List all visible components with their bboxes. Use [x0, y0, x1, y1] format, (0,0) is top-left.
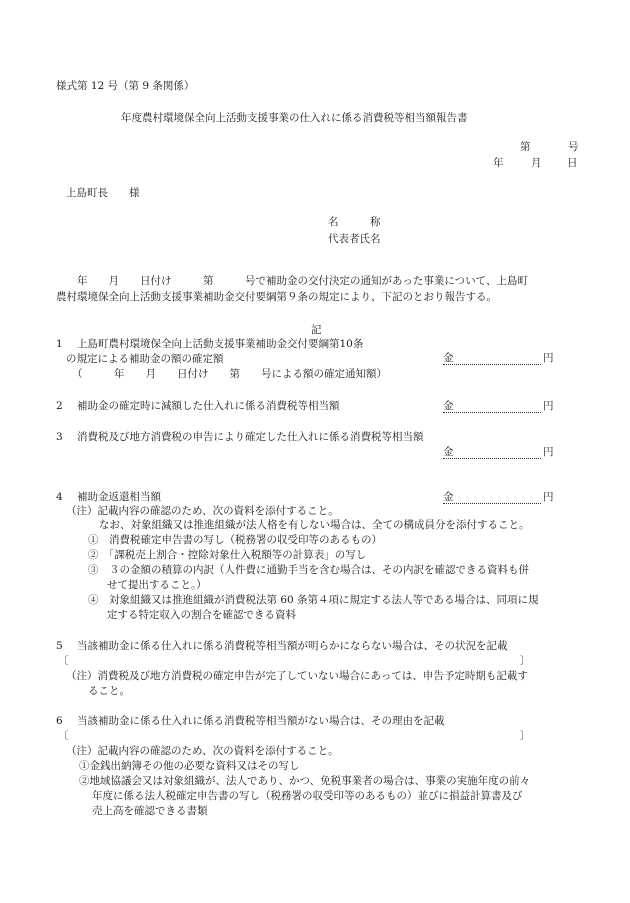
- intro-line-1: 年 月 日付け 第 号で補助金の交付決定の通知があった事業について、上島町: [77, 275, 528, 287]
- date-month: 月: [531, 157, 542, 169]
- item-5-text: 当該補助金に係る仕入れに係る消費税等相当額が明らかにならない場合は、その状況を記載: [77, 640, 508, 652]
- item-4-doc-4: ④ 対象組織又は推進組織が消費税法第 60 条第４項に規定する法人等である場合は、同項に規: [88, 594, 539, 606]
- item-1-yen: 円: [543, 352, 554, 364]
- item-6-text: 当該補助金に係る仕入れに係る消費税等相当額がない場合は、その理由を記載: [77, 715, 445, 727]
- item-4-note-head: （注）記載内容の確認のため、次の資料を添付すること。: [66, 505, 339, 517]
- form-number: 様式第 12 号（第 9 条関係）: [56, 80, 195, 92]
- item-4-text: 補助金返還相当額: [77, 491, 161, 503]
- item-2-yen: 円: [543, 400, 554, 412]
- item-3-text: 消費税及び地方消費税の申告により確定した仕入れに係る消費税等相当額: [77, 431, 424, 443]
- applicant-rep-label: 代表者氏名: [328, 233, 381, 245]
- date-day: 日: [567, 157, 578, 169]
- item-5-note-1: （注）消費税及び地方消費税の確定申告が完了していない場合にあっては、申告予定時期も記載す: [66, 670, 528, 682]
- item-2-number: 2: [56, 400, 63, 412]
- item-4-amount: [443, 492, 554, 504]
- item-3-number: 3: [56, 431, 63, 443]
- item-3-amount: [443, 447, 554, 459]
- item-4-number: 4: [56, 491, 63, 503]
- item-4-doc-3: ③ ３の金額の積算の内訳（人件費に通勤手当を含む場合は、その内訳を確認できる資料も併: [88, 564, 529, 576]
- applicant-name-label: 名 称: [328, 216, 381, 228]
- item-4-doc-3-cont: せて提出すること。）: [107, 579, 207, 591]
- item-6-doc-2-cont-2: 売上高を確認できる書類: [92, 805, 208, 817]
- doc-number-dai: 第: [520, 141, 531, 153]
- item-1-amount: [443, 353, 554, 365]
- item-4-yen: 円: [543, 491, 554, 503]
- item-4-doc-1: ① 消費税確定申告書の写し（税務署の収受印等のあるもの）: [88, 534, 382, 546]
- item-4-kin: 金: [443, 492, 541, 504]
- date-year: 年: [493, 157, 504, 169]
- item-4-doc-4-cont: 定する特定収入の割合を確認できる資料: [107, 609, 296, 621]
- item-5-bracket-open: 〔: [58, 655, 69, 667]
- item-1-kin: 金: [443, 353, 541, 365]
- item-5-number: 5: [56, 640, 63, 652]
- intro-line-2: 農村環境保全向上活動支援事業補助金交付要綱第９条の規定により、下記のとおり報告する。: [56, 291, 497, 303]
- item-1-line-1: 上島町農村環境保全向上活動支援事業補助金交付要綱第10条: [77, 338, 364, 350]
- item-1-line-3: （ 年 月 日付け 第 号による額の確定通知額）: [72, 368, 387, 380]
- item-6-bracket-close: 〕: [520, 730, 531, 742]
- item-5-note-2: ること。: [88, 685, 130, 697]
- item-6-bracket-open: 〔: [58, 730, 69, 742]
- item-4-doc-2: ② 「課税売上割合・控除対象仕入税額等の計算表」の写し: [88, 549, 367, 561]
- item-6-note-head: （注）記載内容の確認のため、次の資料を添付すること。: [66, 745, 339, 757]
- item-1-line-2: の規定による補助金の額の確定額: [66, 353, 224, 365]
- item-2-amount: [443, 401, 554, 413]
- addressee: 上島町長 様: [66, 187, 140, 199]
- item-6-doc-2-cont: 年度に係る法人税確定申告書の写し（税務署の収受印等のあるもの）並びに損益計算書及び: [92, 790, 523, 802]
- item-6-doc-2: ②地域協議会又は対象組織が、法人であり、かつ、免税事業者の場合は、事業の実施年度の前々: [79, 775, 531, 787]
- item-4-note-sub: なお、対象組織又は推進組織が法人格を有しない場合は、全ての構成員分を添付すること。: [99, 519, 530, 531]
- item-5-bracket-close: 〕: [520, 655, 531, 667]
- item-6-doc-1: ①金銭出納簿その他の必要な資料又はその写し: [79, 760, 300, 772]
- item-3-kin: 金: [443, 447, 541, 459]
- item-2-text: 補助金の確定時に減額した仕入れに係る消費税等相当額: [77, 400, 340, 412]
- document-title: 年度農村環境保全向上活動支援事業の仕入れに係る消費税等相当額報告書: [121, 112, 468, 124]
- ki-heading: 記: [311, 324, 322, 336]
- item-1-number: 1: [56, 338, 63, 350]
- doc-number-go: 号: [568, 141, 579, 153]
- item-2-kin: 金: [443, 401, 541, 413]
- item-3-yen: 円: [543, 446, 554, 458]
- item-6-number: 6: [56, 715, 63, 727]
